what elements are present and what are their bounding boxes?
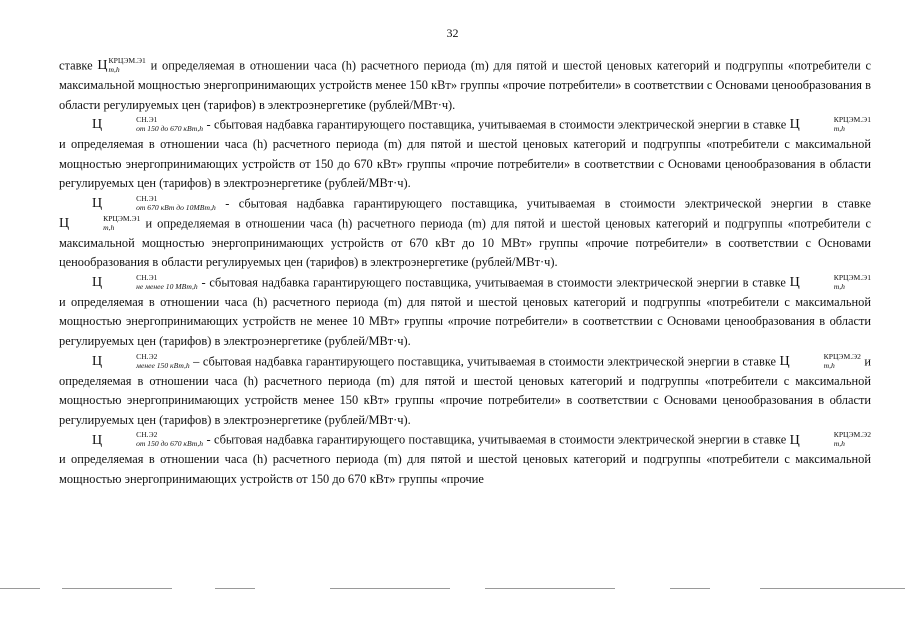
symbol-superscript: КРЦЭМ.Э2 (833, 430, 871, 440)
scan-edge-lines (0, 588, 905, 590)
symbol-base: Ц (92, 275, 103, 291)
symbol-subscript: m,h (823, 360, 835, 370)
formula-symbol (789, 115, 871, 134)
symbol-base: Ц (92, 353, 103, 369)
formula-symbol (789, 272, 871, 291)
symbol-subscript: от 150 до 670 кВт,h (136, 439, 204, 449)
symbol-superscript: СН.Э2 (136, 351, 158, 361)
formula-symbol (92, 351, 190, 370)
formula-symbol (779, 351, 861, 370)
scan-line (485, 588, 615, 589)
symbol-base: Ц (59, 216, 70, 232)
paragraph-text: и определяемая в отношении часа (h) расчетного периода (m) для пятой и шестой ценовых категорий и подгруппы «потребители с максимальной мощностью энергопринимающих устройств менее 150 кВт» группы «прочие потребители» в соответствии с Основами ценообразования в области регулируемых цен (тарифов) в электроэнергетике (рублей/МВт·ч). (59, 58, 871, 112)
symbol-base: Ц (789, 432, 800, 448)
symbol-base: Ц (97, 58, 108, 74)
symbol-subscript: от 150 до 670 кВт,h (136, 124, 204, 134)
symbol-base: Ц (92, 117, 103, 133)
scan-line (215, 588, 255, 589)
paragraph-text: - сбытовая надбавка гарантирующего поставщика, учитываемая в стоимости электрической энергии в ставке (203, 117, 790, 132)
scan-line (0, 588, 40, 589)
paragraph-6 (59, 430, 871, 489)
paragraph-text: - сбытовая надбавка гарантирующего поставщика, учитываемая в стоимости электрической энергии в ставке (215, 196, 871, 211)
symbol-superscript: КРЦЭМ.Э1 (833, 115, 871, 125)
paragraph-4 (59, 273, 871, 352)
symbol-base: Ц (92, 432, 103, 448)
symbol-subscript: m,h (108, 65, 120, 74)
scan-line (670, 588, 710, 589)
scan-line (760, 588, 905, 589)
formula-symbol (59, 213, 141, 232)
scan-line (330, 588, 450, 589)
paragraph-text: и определяемая в отношении часа (h) расчетного периода (m) для пятой и шестой ценовых категорий и подгруппы «потребители с максимальной мощностью энергопринимающих устройств менее 150 кВт» группы «прочие потребители» в соответствии с Основами ценообразования в области регулируемых цен (тарифов) в электроэнергетике (рублей/МВт·ч). (59, 353, 871, 427)
paragraph-1 (59, 56, 871, 115)
paragraph-text: и определяемая в отношении часа (h) расчетного периода (m) для пятой и шестой ценовых категорий и подгруппы «потребители с максимальной мощностью энергопринимающих устройств от 150 до 670 кВт» группы «прочие потребители» в соответствии с Основами ценообразования в области регулируемых цен (тарифов) в электроэнергетике (рублей/МВт·ч). (59, 137, 871, 191)
symbol-base: Ц (789, 275, 800, 291)
scan-line (62, 588, 172, 589)
symbol-superscript: СН.Э1 (136, 115, 158, 125)
paragraph-2 (59, 115, 871, 194)
symbol-superscript: СН.Э1 (136, 272, 158, 282)
formula-symbol (92, 272, 198, 291)
symbol-base: Ц (779, 353, 790, 369)
paragraph-text: - сбытовая надбавка гарантирующего поставщика, учитываемая в стоимости электрической энергии в ставке (203, 432, 790, 447)
paragraph-text: и определяемая в отношении часа (h) расчетного периода (m) для пятой и шестой ценовых категорий и подгруппы «потребители с максимальной мощностью энергопринимающих устройств не менее 10 МВт» группы «прочие потребители» в соответствии с Основами ценообразования в области регулируемых цен (тарифов) в электроэнергетике (рублей/МВт·ч). (59, 294, 871, 349)
paragraph-text: и определяемая в отношении часа (h) расчетного периода (m) для пятой и шестой ценовых категорий и подгруппы «потребители с максимальной мощностью энергопринимающих устройств от 670 кВт до 10 МВт» группы «прочие потребители» в соответствии с Основами ценообразования в области регулируемых цен (тарифов) в электроэнергетике (рублей/МВт·ч). (59, 216, 871, 270)
symbol-base: Ц (789, 117, 800, 133)
formula-symbol (92, 430, 204, 449)
symbol-subscript: от 670 кВт до 10МВт,h (136, 202, 216, 212)
paragraph-text: и определяемая в отношении часа (h) расчетного периода (m) для пятой и шестой ценовых категорий и подгруппы «потребители с максимальной мощностью энергопринимающих устройств от 150 до 670 кВт» группы «прочие (59, 452, 871, 486)
symbol-subscript: m,h (833, 439, 845, 449)
symbol-superscript: КРЦЭМ.Э1 (108, 56, 146, 65)
formula-symbol (92, 115, 204, 134)
formula-symbol (97, 58, 145, 72)
paragraph-lead: ставке (59, 58, 98, 73)
document-body (59, 56, 871, 489)
paragraph-text: – сбытовая надбавка гарантирующего поставщика, учитываемая в стоимости электрической энергии в ставке (189, 353, 780, 368)
paragraph-text: - сбытовая надбавка гарантирующего поставщика, учитываемая в стоимости электрической энергии в ставке (197, 275, 790, 290)
symbol-superscript: СН.Э1 (136, 193, 158, 203)
symbol-subscript: менее 150 кВт,h (136, 360, 190, 370)
paragraph-5 (59, 352, 871, 431)
formula-symbol (789, 430, 871, 449)
symbol-subscript: не менее 10 МВт,h (136, 281, 198, 291)
symbol-subscript: m,h (833, 124, 845, 134)
paragraph-3 (59, 194, 871, 273)
formula-symbol (92, 193, 216, 212)
symbol-superscript: КРЦЭМ.Э1 (833, 272, 871, 282)
symbol-superscript: КРЦЭМ.Э1 (103, 213, 141, 223)
symbol-subscript: m,h (833, 281, 845, 291)
symbol-superscript: СН.Э2 (136, 430, 158, 440)
symbol-superscript: КРЦЭМ.Э2 (823, 351, 861, 361)
symbol-base: Ц (92, 196, 103, 212)
symbol-subscript: m,h (103, 222, 115, 232)
page-number: 32 (446, 26, 459, 40)
